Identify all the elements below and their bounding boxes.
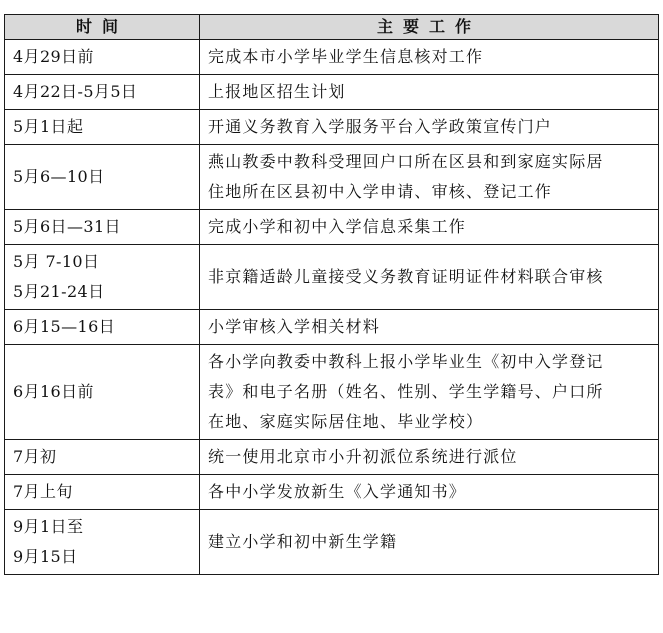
table-body — [5, 40, 659, 575]
work-text: 开通义务教育入学服务平台入学政策宣传门户 — [208, 117, 553, 136]
time-text: 5月21-24日 — [13, 282, 105, 301]
time-text: 6月16日前 — [13, 382, 94, 401]
time-text: 7月上旬 — [13, 482, 73, 501]
table-row — [5, 245, 659, 310]
time-cell — [5, 345, 200, 440]
header-time: 时间 — [5, 15, 200, 40]
time-cell — [5, 40, 200, 75]
work-text: 建立小学和初中新生学籍 — [208, 532, 398, 551]
table-row — [5, 40, 659, 75]
time-cell — [5, 75, 200, 110]
time-text: 4月22日-5月5日 — [13, 82, 138, 101]
header-work: 主要工作 — [200, 15, 659, 40]
table-row — [5, 110, 659, 145]
work-cell — [200, 440, 659, 475]
table-row — [5, 210, 659, 245]
time-text: 9月1日至 — [13, 517, 84, 536]
work-text: 住地所在区县初中入学申请、审核、登记工作 — [208, 182, 553, 201]
work-cell — [200, 40, 659, 75]
work-text: 非京籍适龄儿童接受义务教育证明证件材料联合审核 — [208, 267, 604, 286]
work-cell — [200, 475, 659, 510]
table-row — [5, 345, 659, 440]
table-row — [5, 510, 659, 575]
work-cell — [200, 510, 659, 575]
time-text: 4月29日前 — [13, 47, 94, 66]
work-cell — [200, 110, 659, 145]
table-row — [5, 475, 659, 510]
time-text: 5月1日起 — [13, 117, 84, 136]
work-text: 小学审核入学相关材料 — [208, 317, 381, 336]
table-row — [5, 440, 659, 475]
time-cell — [5, 475, 200, 510]
table-row — [5, 145, 659, 210]
enrollment-schedule-table — [4, 14, 659, 575]
work-text: 完成小学和初中入学信息采集工作 — [208, 217, 467, 236]
work-cell — [200, 245, 659, 310]
work-cell — [200, 210, 659, 245]
time-cell — [5, 310, 200, 345]
time-text: 5月6日—31日 — [13, 217, 121, 236]
table-row — [5, 75, 659, 110]
time-text: 6月15—16日 — [13, 317, 116, 336]
time-text: 7月初 — [13, 447, 57, 466]
work-text: 燕山教委中教科受理回户口所在区县和到家庭实际居 — [208, 152, 604, 171]
table-row — [5, 310, 659, 345]
time-cell — [5, 440, 200, 475]
time-cell — [5, 245, 200, 310]
work-text: 各中小学发放新生《入学通知书》 — [208, 482, 467, 501]
work-cell — [200, 345, 659, 440]
time-cell — [5, 110, 200, 145]
work-cell — [200, 145, 659, 210]
time-cell — [5, 210, 200, 245]
time-cell — [5, 145, 200, 210]
work-cell — [200, 75, 659, 110]
work-text: 各小学向教委中教科上报小学毕业生《初中入学登记 — [208, 352, 604, 371]
work-text: 上报地区招生计划 — [208, 82, 346, 101]
work-text: 完成本市小学毕业学生信息核对工作 — [208, 47, 484, 66]
header-row — [5, 15, 659, 40]
time-text: 9月15日 — [13, 547, 78, 566]
time-cell — [5, 510, 200, 575]
work-text: 表》和电子名册（姓名、性别、学生学籍号、户口所 — [208, 382, 604, 401]
work-text: 统一使用北京市小升初派位系统进行派位 — [208, 447, 518, 466]
time-text: 5月 7-10日 — [13, 252, 100, 271]
work-text: 在地、家庭实际居住地、毕业学校） — [208, 412, 484, 431]
work-cell — [200, 310, 659, 345]
time-text: 5月6—10日 — [13, 167, 105, 186]
